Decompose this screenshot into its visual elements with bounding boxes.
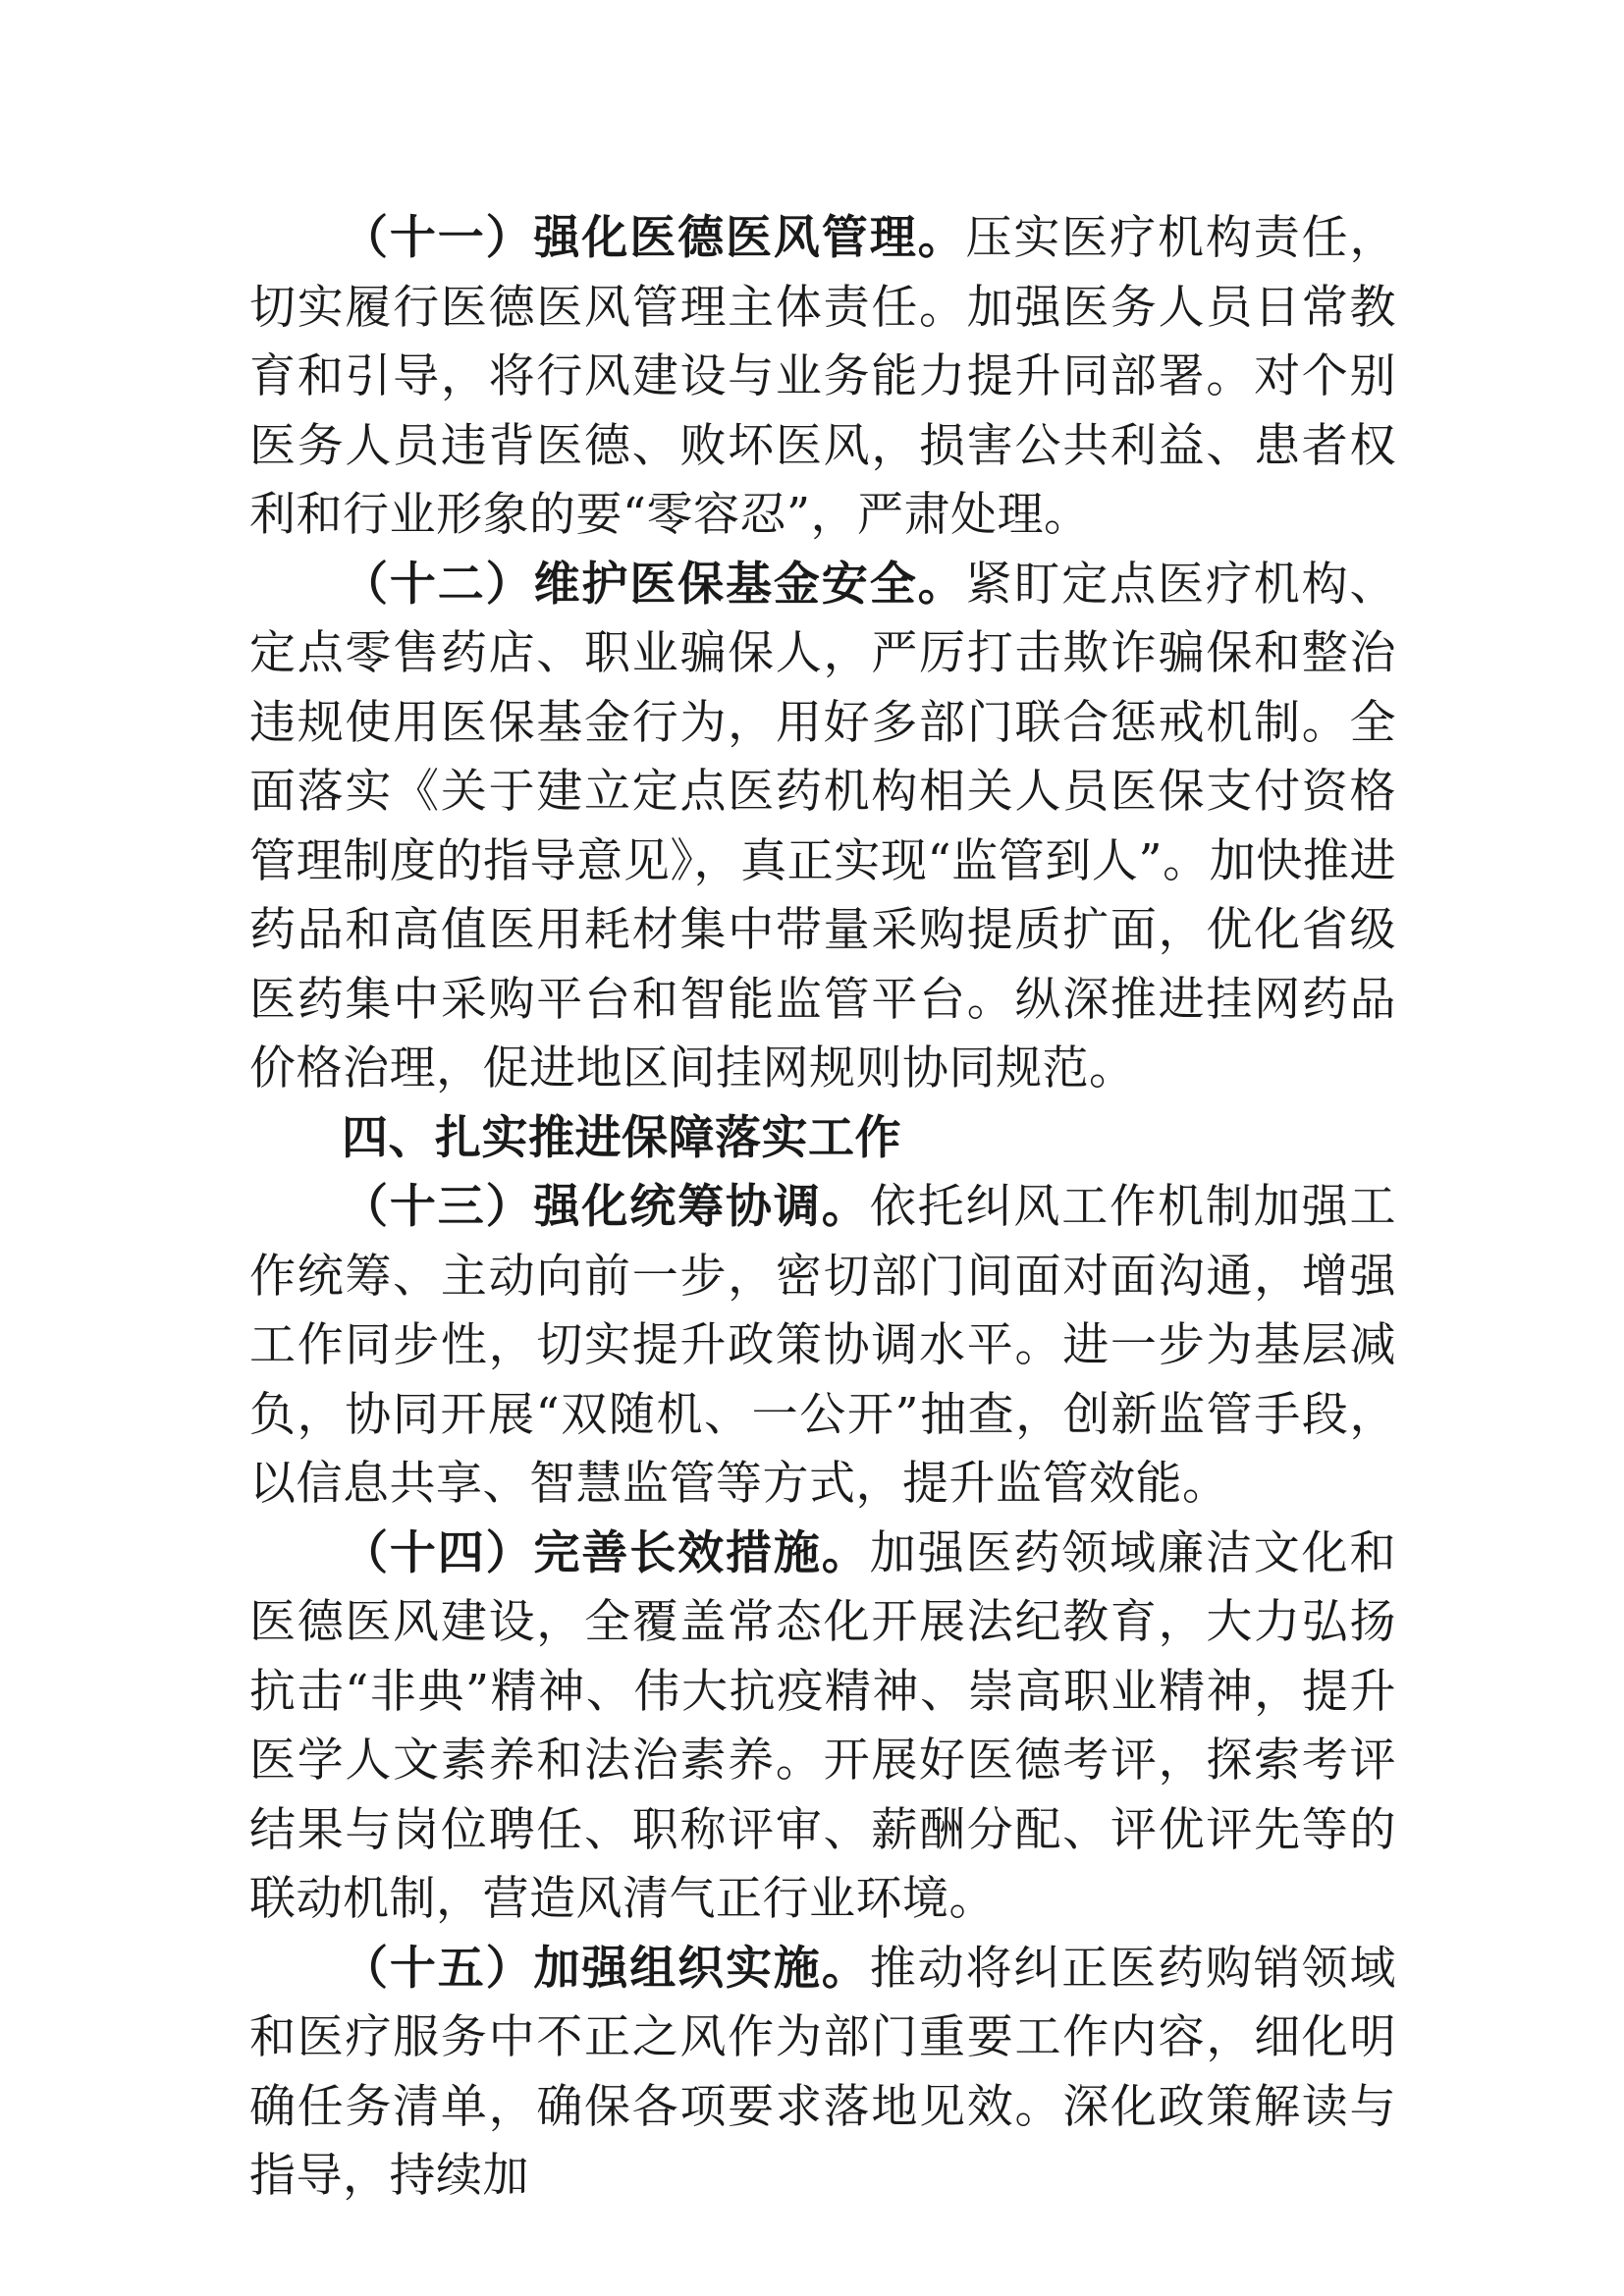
- paragraph-thirteen: [249, 1173, 1396, 1520]
- section-heading: 四、扎实推进保障落实工作: [342, 1110, 901, 1165]
- paragraph-eleven: [249, 204, 1396, 551]
- paragraph-twelve-body: 紧盯定点医疗机构、定点零售药店、职业骗保人，严厉打击欺诈骗保和整治违规使用医保基金行为，用好多部门联合惩戒机制。全面落实《关于建立定点医药机构相关人员医保支付资格管理制度的指导意见》，真正实现“监管到人”。加快推进药品和高值医用耗材集中带量采购提质扩面，优化省级医药集中采购平台和智能监管平台。纵深推进挂网药品价格治理，促进地区间挂网规则协同规范。: [249, 557, 1397, 1095]
- paragraph-fifteen-lead: （十五）加强组织实施。: [342, 1941, 870, 1996]
- paragraph-fourteen-body: 加强医药领域廉洁文化和医德医风建设，全覆盖常态化开展法纪教育，大力弘扬抗击“非典”精神、伟大抗疫精神、崇高职业精神，提升医学人文素养和法治素养。开展好医德考评，探索考评结果与岗位聘任、职称评审、薪酬分配、评优评先等的联动机制，营造风清气正行业环境。: [249, 1525, 1397, 1926]
- document-body: [249, 204, 1396, 2212]
- paragraph-fourteen: [249, 1520, 1396, 1935]
- paragraph-fifteen: [249, 1935, 1396, 2212]
- paragraph-eleven-lead: （十一）强化医德医风管理。: [342, 211, 966, 265]
- paragraph-eleven-body: 压实医疗机构责任，切实履行医德医风管理主体责任。加强医务人员日常教育和引导，将行风建设与业务能力提升同部署。对个别医务人员违背医德、败坏医风，损害公共利益、患者权利和行业形象的要“零容忍”，严肃处理。: [249, 211, 1397, 542]
- paragraph-fifteen-body: 推动将纠正医药购销领域和医疗服务中不正之风作为部门重要工作内容，细化明确任务清单，确保各项要求落地见效。深化政策解读与指导，持续加: [249, 1941, 1397, 2203]
- paragraph-thirteen-lead: （十三）强化统筹协调。: [342, 1180, 870, 1234]
- paragraph-fourteen-lead: （十四）完善长效措施。: [342, 1525, 870, 1580]
- paragraph-twelve: [249, 551, 1396, 1104]
- paragraph-thirteen-body: 依托纠风工作机制加强工作统筹、主动向前一步，密切部门间面对面沟通，增强工作同步性，切实提升政策协调水平。进一步为基层减负，协同开展“双随机、一公开”抽查，创新监管手段，以信息共享、智慧监管等方式，提升监管效能。: [249, 1180, 1397, 1511]
- paragraph-twelve-lead: （十二）维护医保基金安全。: [342, 557, 966, 612]
